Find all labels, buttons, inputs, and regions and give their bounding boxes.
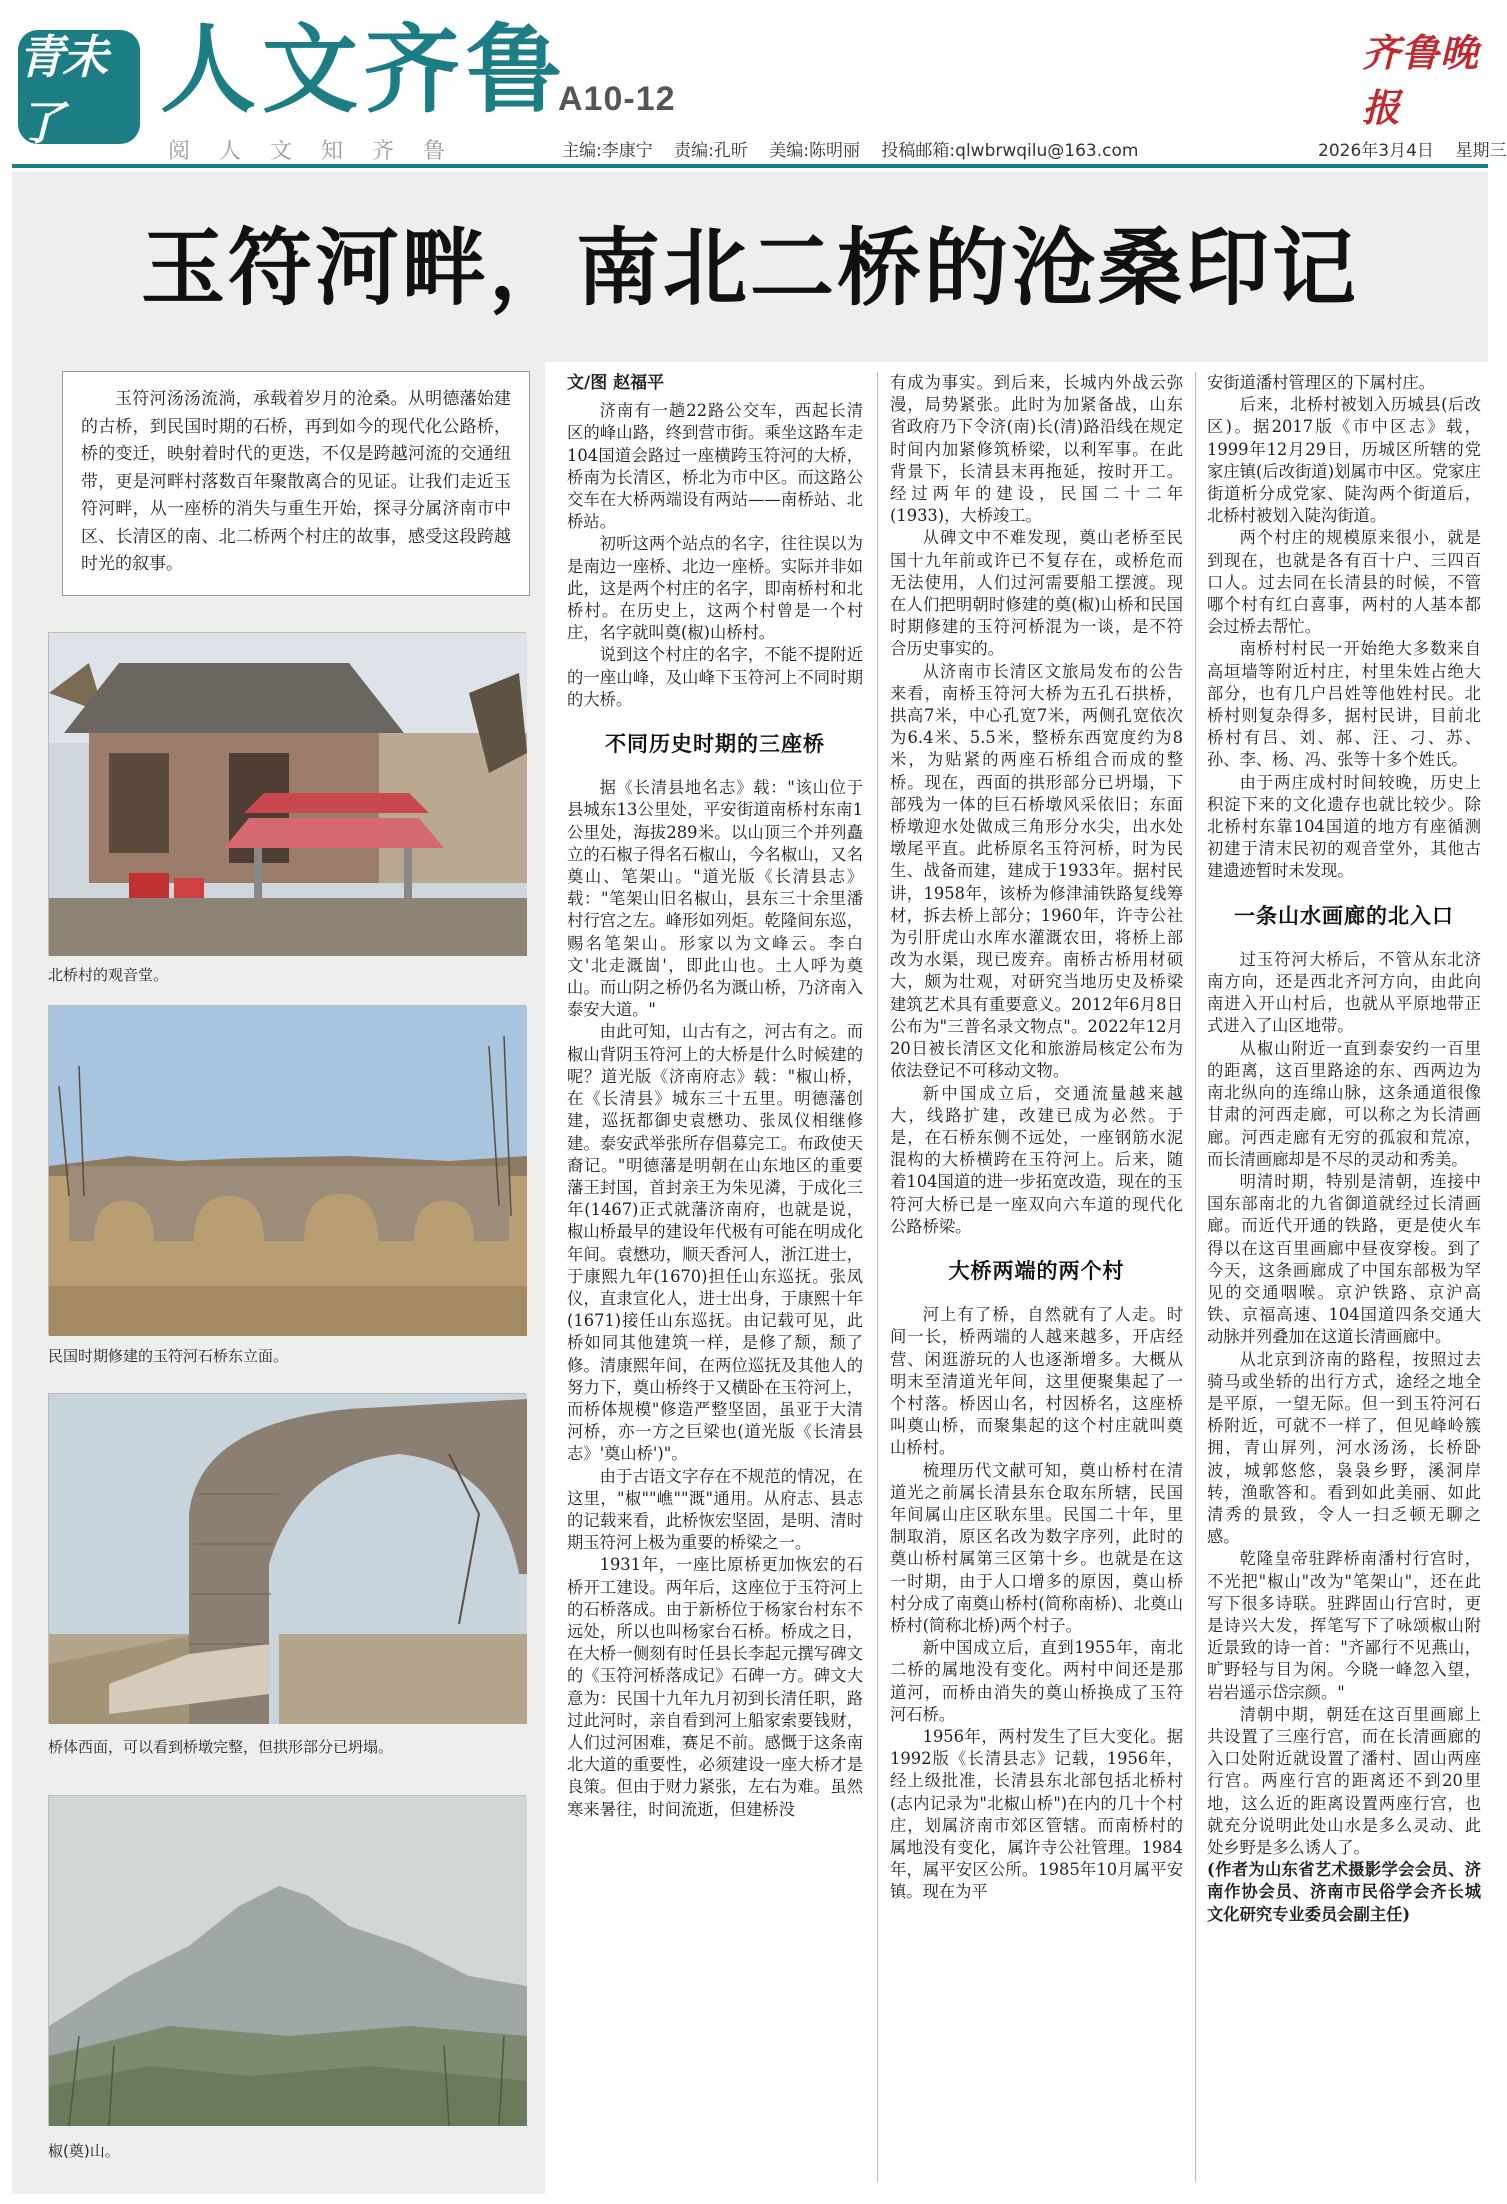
paragraph: 南桥村村民一开始绝大多数来自高垣墙等附近村庄，村里朱姓占绝大部分，也有几户吕姓等他姓村民。北桥村则复杂得多，据村民讲，目前北桥村有吕、刘、郝、汪、刁、苏、孙、李、杨、冯、张等十多个姓氏。 — [1207, 639, 1481, 770]
paragraph: 据《长清县地名志》载："该山位于县城东13公里处，平安街道南桥村东南1公里处，海拔289米。以山顶三个并列矗立的石椒子得名石椒山，今名椒山，又名奠山、笔架山。"道光版《长清县志》载："笔架山旧名椒山，县东三十余里潘村行宫之左。峰形如列炬。乾隆间东巡，赐名笔架山。形家以为文峰云。李白文'北走溉崮'，即此山也。土人呼为奠山。而山阴之桥仍名为溉山桥，乃济南入泰安大道。" — [567, 778, 863, 1020]
paragraph: 由于古语文字存在不规范的情况，在这里，"椒""嶕""溉"通用。从府志、县志的记载来看，此桥恢宏坚固，是明、清时期玉符河上极为重要的桥梁之一。 — [567, 1466, 863, 1553]
paragraph: 济南有一趟22路公交车，西起长清区的峰山路，终到营市街。乘坐这路车走104国道会路过一座横跨玉符河的大桥，桥南为长清区，桥北为市中区。而这路公交车在大桥两端设有两站——南桥站、北桥站。 — [567, 401, 863, 532]
paragraph: 河上有了桥，自然就有了人走。时间一长，桥两端的人越来越多，开店经营、闲逛游玩的人也逐渐增多。大概从明末至清道光年间，这里便聚集起了一个村落。桥因山名，村因桥名，这座桥叫奠山桥，而聚集起的这个村庄就叫奠山桥村。 — [890, 1305, 1183, 1458]
duty-editor: 责编:孔昕 — [674, 141, 748, 161]
paragraph: 安街道潘村管理区的下属村庄。 — [1207, 373, 1435, 392]
photo-jiao-mountain — [48, 1795, 526, 2125]
article-column-2 — [890, 372, 1183, 1904]
paragraph: 两个村庄的规模原来很小，就是到现在，也就是各有百十户、三四百口人。过去同在长清县的时候，不管哪个村有红白喜事，两村的人基本都会过桥去帮忙。 — [1207, 528, 1481, 637]
photo-guanyin-hall — [48, 632, 526, 955]
paragraph: 由于两庄成村时间较晚，历史上积淀下来的文化遗存也就比较少。除北桥村东靠104国道的地方有座循测初建于清末民初的观音堂外，其他古建遗迹暂时未发现。 — [1207, 772, 1481, 881]
dateline — [1318, 136, 1507, 161]
paragraph: 过玉符河大桥后，不管从东北济南方向，还是西北齐河方向，由此向南进入开山村后，也就从平原地带正式进入了山区地带。 — [1207, 949, 1481, 1036]
art-editor: 美编:陈明丽 — [769, 141, 861, 161]
editor-credits — [562, 136, 1154, 161]
section-heading: 一条山水画廊的北入口 — [1234, 902, 1454, 928]
issue-weekday: 星期三 — [1455, 141, 1507, 161]
photo-stone-bridge-west — [48, 1393, 526, 1723]
section-tagline: 阅人文知齐鲁 — [168, 139, 475, 164]
paragraph: 1931年，一座比原桥更加恢宏的石桥开工建设。两年后，这座位于玉符河上的石桥落成。由于新桥位于杨家台村东不远处，所以也叫杨家台石桥。桥成之日，在大桥一侧刻有时任县长李起元撰写碑文的《玉符河桥落成记》石碑一方。碑文大意为：民国十九年九月初到长清任职，路过此河时，亲自看到河上船家索要钱财，人们过河困难，赛足不前。感慨于这条南北大道的重要性，必须建设一座大桥才是良策。但由于财力紧张，左右为难。虽然寒来暑往，时间流逝，但建桥没 — [567, 1555, 863, 1819]
paragraph: 有成为事实。到后来，长城内外战云弥漫，局势紧张。此时为加紧备战，山东省政府乃下令济(南)长(清)路沿线在规定时间内加紧修筑桥梁，以利军事。在此背景下，长清县末再拖延，按时开工。经过两年的建设，民国二十二年(1933)，大桥竣工。 — [890, 373, 1183, 526]
column-divider — [877, 372, 878, 2182]
qingweiliao-logo: 青未了 — [18, 30, 140, 144]
article-intro: 玉符河汤汤流淌，承载着岁月的沧桑。从明德藩始建的古桥，到民国时期的石桥，再到如今的现代化公路桥，桥的变迁，映射着时代的更迭，不仅是跨越河流的交通纽带，更是河畔村落数百年聚散离合的见证。让我们走近玉符河畔，从一座桥的消失与重生开始，探寻分属济南市中区、长清区的南、北二桥两个村庄的故事，感受这段跨越时光的叙事。 — [62, 371, 530, 596]
chief-editor: 主编:李康宁 — [562, 141, 653, 161]
paragraph: 初听这两个站点的名字，往往误以为是南边一座桥、北边一座桥。实际并非如此，这是两个村庄的名字，即南桥村和北桥村。在历史上，这两个村曾是一个村庄，名字就叫奠(椒)山桥村。 — [567, 534, 863, 643]
paragraph: 后来，北桥村被划入历城县(后改区)。据2017版《市中区志》载，1999年12月29日，历城区所辖的党家庄镇(后改街道)划属市中区。党家庄街道析分成党家、陡沟两个街道后，北桥村被划入陡沟街道。 — [1207, 395, 1481, 526]
paragraph: 说到这个村庄的名字，不能不提附近的一座山峰，及山峰下玉符河上不同时期的大桥。 — [567, 645, 863, 709]
paragraph: 乾隆皇帝驻跸桥南潘村行宫时，不光把"椒山"改为"笔架山"，还在此写下很多诗联。驻跸固山行宫时，更是诗兴大发，挥笔写下了咏颂椒山附近景致的诗一首："齐鄙行不见燕山，旷野轻与目为闲。今晓一峰忽入望，岩岩遥示岱宗颜。" — [1207, 1549, 1481, 1702]
issue-date: 2026年3月4日 — [1318, 141, 1434, 161]
article-column-3 — [1207, 372, 1481, 1926]
paragraph: 新中国成立后，直到1955年，南北二桥的属地没有变化。两村中间还是那道河，而桥由消失的奠山桥换成了玉符河石桥。 — [890, 1638, 1183, 1724]
article-headline: 玉符河畔，南北二桥的沧桑印记 — [140, 218, 1359, 317]
paragraph: 梳理历代文献可知，奠山桥村在清道光之前属长清县东仓取东所辖，民国年间属山庄区耿东里。民国二十年，里制取消，原区名改为数字序列，此时的奠山桥村属第三区第十乡。也就是在这一时期，由于人口增多的原因，奠山桥村分成了南奠山桥村(简称南桥)、北奠山桥村(简称北桥)两个村子。 — [890, 1460, 1183, 1635]
article-byline: 文/图 赵福平 — [567, 373, 665, 393]
paragraph: 从北京到济南的路程，按照过去骑马或坐轿的出行方式，途经之地全是平原，一望无际。但一到玉符河石桥附近，可就不一样了，但见峰岭簇拥，青山屏列，河水汤汤，长桥卧波，城郭悠悠，袅袅乡野，溪洞岸转，渔歌答和。看到如此美丽、如此清秀的景致，令人一扫乏顿无聊之感。 — [1207, 1349, 1481, 1547]
section-title: 人文齐鲁 — [160, 14, 568, 126]
photo-stone-bridge-east — [48, 1005, 526, 1335]
caption-jiao-mountain: 椒(奠)山。 — [48, 2142, 120, 2160]
caption-guanyin-hall: 北桥村的观音堂。 — [48, 966, 169, 984]
section-heading: 不同历史时期的三座桥 — [605, 731, 825, 757]
caption-stone-bridge-west: 桥体西面，可以看到桥墩完整，但拱形部分已坍塌。 — [48, 1738, 394, 1756]
page-number: A10-12 — [558, 80, 676, 118]
submission-email[interactable]: 投稿邮箱:qlwbrwqilu@163.com — [881, 141, 1139, 161]
author-bio: (作者为山东省艺术摄影学会会员、济南作协会员、济南市民俗学会齐长城文化研究专业委员会副主任) — [1207, 1860, 1481, 1924]
paragraph: 从碑文中不难发现，奠山老桥至民国十九年前或许已不复存在，或桥危而无法使用，人们过河需要船工摆渡。现在人们把明朝时修建的奠(椒)山桥和民国时期修建的玉符河桥混为一谈，是不符合历史事实的。 — [890, 528, 1183, 659]
paragraph: 1956年，两村发生了巨大变化。据1992版《长清县志》记载，1956年，经上级批准，长清县东北部包括北桥村(志内记录为"北椒山桥")在内的几十个村庄，划属济南市郊区管辖。而南桥村的属地没有变化，属许寺公社管理。1984年，属平安区公所。1985年10月属平安镇。现在为平 — [890, 1726, 1183, 1902]
caption-stone-bridge-east: 民国时期修建的玉符河石桥东立面。 — [48, 1347, 289, 1365]
paragraph: 从济南市长清区文旅局发布的公告来看，南桥玉符河大桥为五孔石拱桥，拱高7米，中心孔宽7米，两侧孔宽依次为6.4米、5.5米，整桥东西宽度约为8米，为贴紧的两座石桥组合而成的整桥。现在，西面的拱形部分已坍塌，下部残为一体的巨石桥墩风采依旧；东面桥墩迎水处做成三角形分水尖，出水处墩尾平直。此桥原名玉符河桥，时为民生、战备而建，建成于1933年。据村民讲，1958年，该桥为修津浦铁路复线筹材，拆去桥上部分；1960年，许寺公社为引肝虎山水库水灌溉农田，将桥上部改为水渠，现已废弃。南桥古桥用材硕大，颇为壮观，对研究当地历史及桥梁建筑艺术具有重要意义。2012年6月8日公布为"三普名录文物点"。2022年12月20日被长清区文化和旅游局核定公布为依法登记不可移动文物。 — [890, 661, 1183, 1081]
paragraph: 从椒山附近一直到泰安约一百里的距离，这百里路途的东、西两边为南北纵向的连绵山脉，这条通道很像甘肃的河西走廊，可以称之为长清画廊。河西走廊有无穷的孤寂和荒凉，而长清画廊却是不尽的灵动和秀美。 — [1207, 1038, 1481, 1169]
article-column-1 — [567, 372, 863, 1821]
paragraph: 由此可知，山古有之，河古有之。而椒山背阴玉符河上的大桥是什么时候建的呢？道光版《济南府志》载："椒山桥，在《长清县》城东三十五里。明德藩创建，巡抚都御史袁懋功、张凤仪相继修建。泰安武举张所存倡募完工。布政使天裔记。"明德藩是明朝在山东地区的重要藩王封国，首封亲王为朱见潾，于成化三年(1467)正式就藩济南府，也就是说，椒山桥最早的建设年代极有可能在明成化年间。袁懋功，顺天香河人，浙江进士，于康熙九年(1670)担任山东巡抚。张凤仪，直隶宣化人，进士出身，于康熙十年(1671)接任山东巡抚。由记载可见，此桥如同其他建筑一样，是修了颓，颓了修。清康熙年间，在两位巡抚及其他人的努力下，奠山桥终于又横卧在玉符河上，而桥体规模"修造严整坚固，虽亚于大清河桥，亦一方之巨梁也(道光版《长清县志》'奠山桥')"。 — [567, 1022, 863, 1464]
newspaper-logo: 齐鲁晚报 — [1362, 30, 1480, 130]
paragraph: 清朝中期，朝廷在这百里画廊上共设置了三座行宫，而在长清画廊的入口处附近就设置了潘村、固山两座行宫。两座行宫的距离还不到20里地，这么近的距离设置两座行宫，也就充分说明此处山水是多么灵动、此处乡野是多么诱人了。 — [1207, 1704, 1481, 1857]
section-heading: 大桥两端的两个村 — [948, 1257, 1125, 1283]
paragraph: 新中国成立后，交通流量越来越大，线路扩建，改建已成为必然。于是，在石桥东侧不远处，一座钢筋水泥混构的大桥横跨在玉符河上。后来，随着104国道的进一步拓宽改造，现在的玉符河大桥已是一座双向六车道的现代化公路桥梁。 — [890, 1083, 1183, 1236]
masthead-rule — [12, 164, 1488, 168]
paragraph: 明清时期，特别是清朝，连接中国东部南北的九省御道就经过长清画廊。而近代开通的铁路，更是使火车得以在这百里画廊中昼夜穿梭。到了今天，这条画廊成了中国东部极为罕见的交通咽喉。京沪铁路、京沪高铁、京福高速、104国道四条交通大动脉并列叠加在这道长清画廊中。 — [1207, 1171, 1481, 1347]
column-divider — [1195, 372, 1196, 2182]
